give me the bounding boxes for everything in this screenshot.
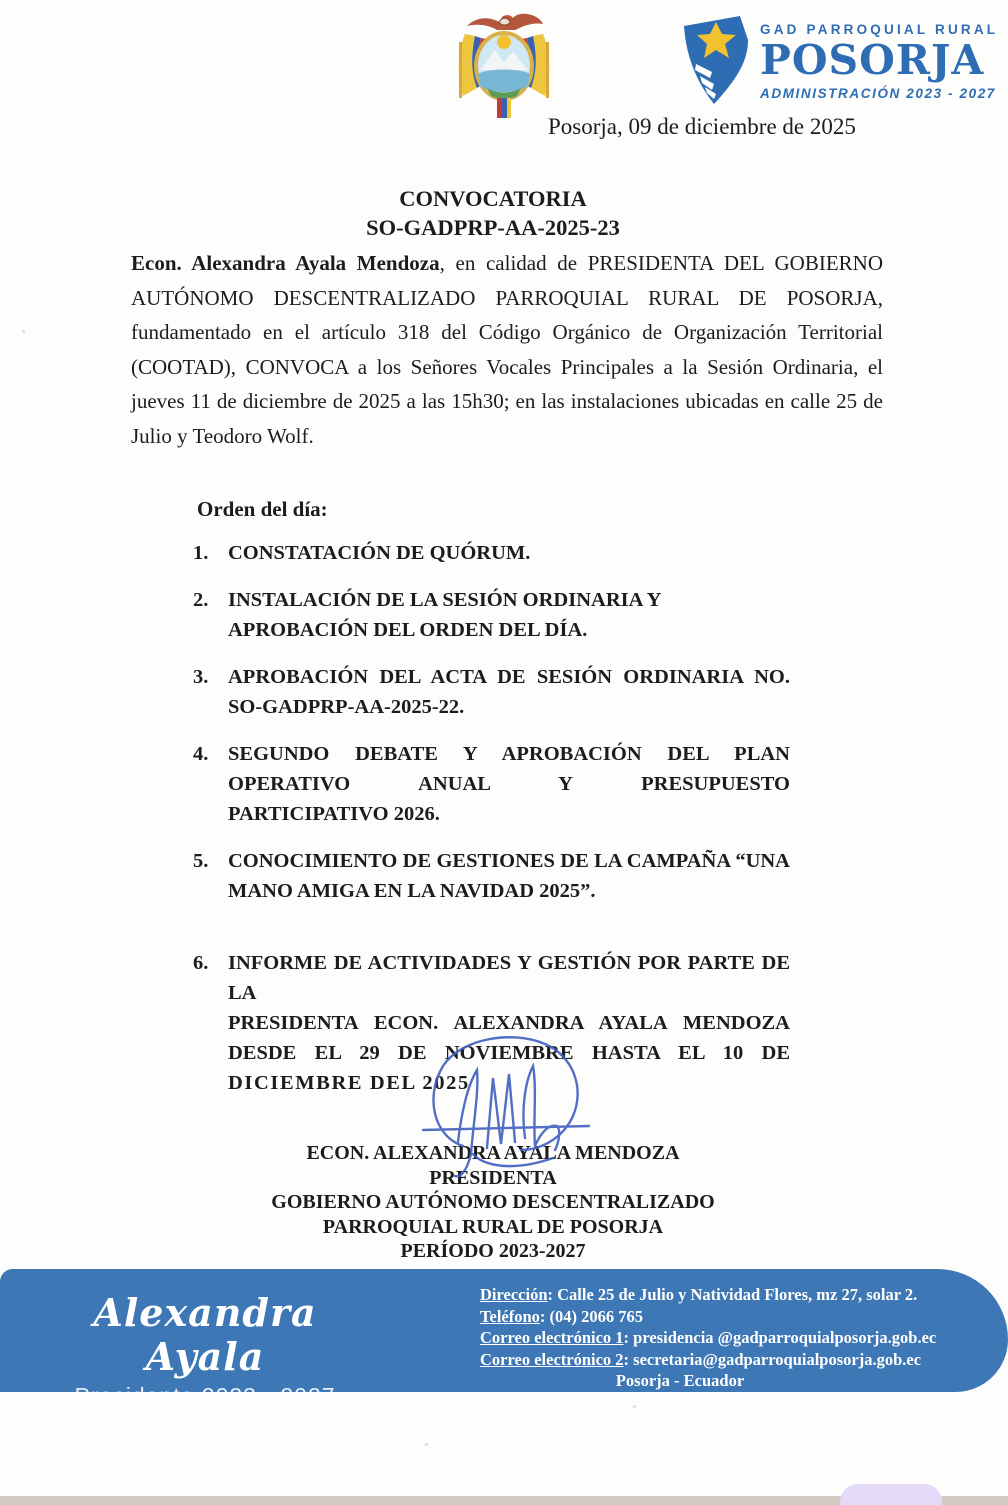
contact-email2-value: : secretaria@gadparroquialposorja.gob.ec bbox=[623, 1349, 922, 1369]
agenda-item-line: APROBACIÓN DEL ORDEN DEL DÍA. bbox=[228, 619, 588, 641]
contact-phone-label: Teléfono bbox=[480, 1306, 540, 1326]
footer-banner bbox=[0, 1269, 1008, 1430]
logo-name: POSORJA bbox=[760, 35, 985, 84]
agenda-item-line: SO-GADPRP-AA-2025-22. bbox=[228, 696, 465, 718]
contact-phone bbox=[480, 1306, 940, 1328]
footer-script-name: Alexandra Ayala bbox=[93, 1290, 317, 1379]
contact-email1-label: Correo electrónico 1 bbox=[480, 1328, 624, 1347]
body-line: (COOTAD), CONVOCA a los Señores Vocales Principales a la Sesión Ordinaria, el bbox=[131, 354, 883, 379]
agenda-item-number: 5. bbox=[193, 850, 209, 872]
body-line: jueves 11 de diciembre de 2025 a las 15h30; en las instalaciones ubicadas en calle 25 de bbox=[131, 389, 883, 414]
signer-name: ECON. ALEXANDRA AYALA MENDOZA bbox=[306, 1142, 680, 1164]
scan-speckle bbox=[633, 1405, 636, 1408]
agenda-item-number: 3. bbox=[193, 666, 209, 688]
contact-email1-value: : presidencia @gadparroquialposorja.gob.ec bbox=[623, 1328, 937, 1347]
agenda-item-1 bbox=[193, 538, 793, 568]
agenda-item-line: INSTALACIÓN DE LA SESIÓN ORDINARIA Y bbox=[228, 589, 662, 611]
footer-subtitle: Presidenta 2023 - 2027 bbox=[74, 1383, 336, 1409]
agenda-item-line: INFORME DE ACTIVIDADES Y GESTIÓN POR PARTE DE LA bbox=[228, 952, 790, 1004]
document-title bbox=[0, 184, 986, 242]
body-line1-rest: , en calidad de PRESIDENTA DEL GOBIERNO bbox=[439, 251, 884, 275]
agenda-item-line: CONOCIMIENTO DE GESTIONES DE LA CAMPAÑA “UNA bbox=[228, 850, 790, 872]
agenda-item-3 bbox=[193, 662, 793, 722]
body-line: AUTÓNOMO DESCENTRALIZADO PARROQUIAL RURAL DE POSORJA, bbox=[131, 285, 883, 310]
agenda-item-line: APROBACIÓN DEL ACTA DE SESIÓN ORDINARIA NO. bbox=[228, 666, 790, 688]
agenda-item-line: CONSTATACIÓN DE QUÓRUM. bbox=[228, 542, 531, 564]
agenda-item-number: 6. bbox=[193, 952, 209, 974]
scan-speckle bbox=[22, 330, 25, 333]
agenda-item-number: 4. bbox=[193, 743, 209, 765]
agenda-heading: Orden del día: bbox=[197, 497, 328, 521]
agenda-item-line: PARTICIPATIVO 2026. bbox=[228, 803, 440, 825]
logo-line1: GAD PARROQUIAL RURAL bbox=[760, 22, 999, 37]
signer-role: PRESIDENTA bbox=[429, 1166, 557, 1189]
agenda-item-line: MANO AMIGA EN LA NAVIDAD 2025”. bbox=[228, 880, 596, 902]
handwritten-signature bbox=[403, 1026, 598, 1184]
body-line: fundamentado en el artículo 318 del Código Orgánico de Organización Territorial bbox=[131, 320, 883, 345]
posorja-logo bbox=[678, 14, 998, 106]
ecuador-coat-of-arms-icon bbox=[447, 8, 561, 120]
contact-email1 bbox=[480, 1327, 940, 1349]
agenda-item-line: DICIEMBRE DEL 2025 bbox=[228, 1072, 470, 1094]
agenda-item-line: DESDE EL 29 DE NOVIEMBRE HASTA EL 10 DE bbox=[228, 1042, 790, 1064]
agenda-item-2 bbox=[193, 585, 793, 645]
logo-administration-line: ADMINISTRACIÓN 2023 - 2027 bbox=[760, 85, 996, 101]
document-date: Posorja, 09 de diciembre de 2025 bbox=[548, 114, 856, 139]
posorja-shield-icon bbox=[678, 14, 752, 106]
agenda-item-number: 1. bbox=[193, 542, 209, 564]
agenda-item-4 bbox=[193, 739, 793, 829]
agenda-item-line: SEGUNDO DEBATE Y APROBACIÓN DEL PLAN bbox=[228, 743, 790, 765]
title-line2: SO-GADPRP-AA-2025-23 bbox=[366, 215, 620, 240]
agenda-item-line: OPERATIVO ANUAL Y PRESUPUESTO bbox=[228, 773, 790, 795]
signer-org-line1: GOBIERNO AUTÓNOMO DESCENTRALIZADO bbox=[271, 1191, 715, 1214]
contact-address-value: : Calle 25 de Julio y Natividad Flores, mz 27, solar 2. bbox=[547, 1285, 918, 1304]
agenda-item-number: 2. bbox=[193, 589, 209, 611]
body-line bbox=[131, 246, 883, 281]
agenda-item-line: PRESIDENTA ECON. ALEXANDRA AYALA MENDOZA bbox=[228, 1012, 790, 1034]
title-line1: CONVOCATORIA bbox=[399, 186, 587, 211]
body-line: Julio y Teodoro Wolf. bbox=[131, 423, 314, 448]
footer-slogan: ¡Juntos Seguiremos Haciendo Historia! bbox=[92, 1415, 318, 1430]
footer-left-block bbox=[40, 1291, 370, 1430]
contact-email2-label: Correo electrónico 2 bbox=[480, 1349, 624, 1369]
contact-address-label: Dirección bbox=[480, 1285, 548, 1304]
contact-address bbox=[480, 1284, 940, 1306]
body-paragraph bbox=[131, 246, 883, 454]
footer-location: Posorja - Ecuador bbox=[615, 1371, 745, 1390]
contact-phone-value: : (04) 2066 765 bbox=[539, 1306, 644, 1326]
contact-email2 bbox=[480, 1349, 940, 1371]
signer-period: PERÍODO 2023-2027 bbox=[400, 1240, 586, 1263]
author-name: Econ. Alexandra Ayala Mendoza bbox=[131, 251, 440, 275]
overlay-tab[interactable] bbox=[840, 1484, 942, 1505]
scan-speckle bbox=[425, 1443, 428, 1446]
footer-contact-block bbox=[480, 1284, 940, 1392]
signer-org-line2: PARROQUIAL RURAL DE POSORJA bbox=[322, 1215, 664, 1238]
agenda-item-5 bbox=[193, 846, 793, 906]
